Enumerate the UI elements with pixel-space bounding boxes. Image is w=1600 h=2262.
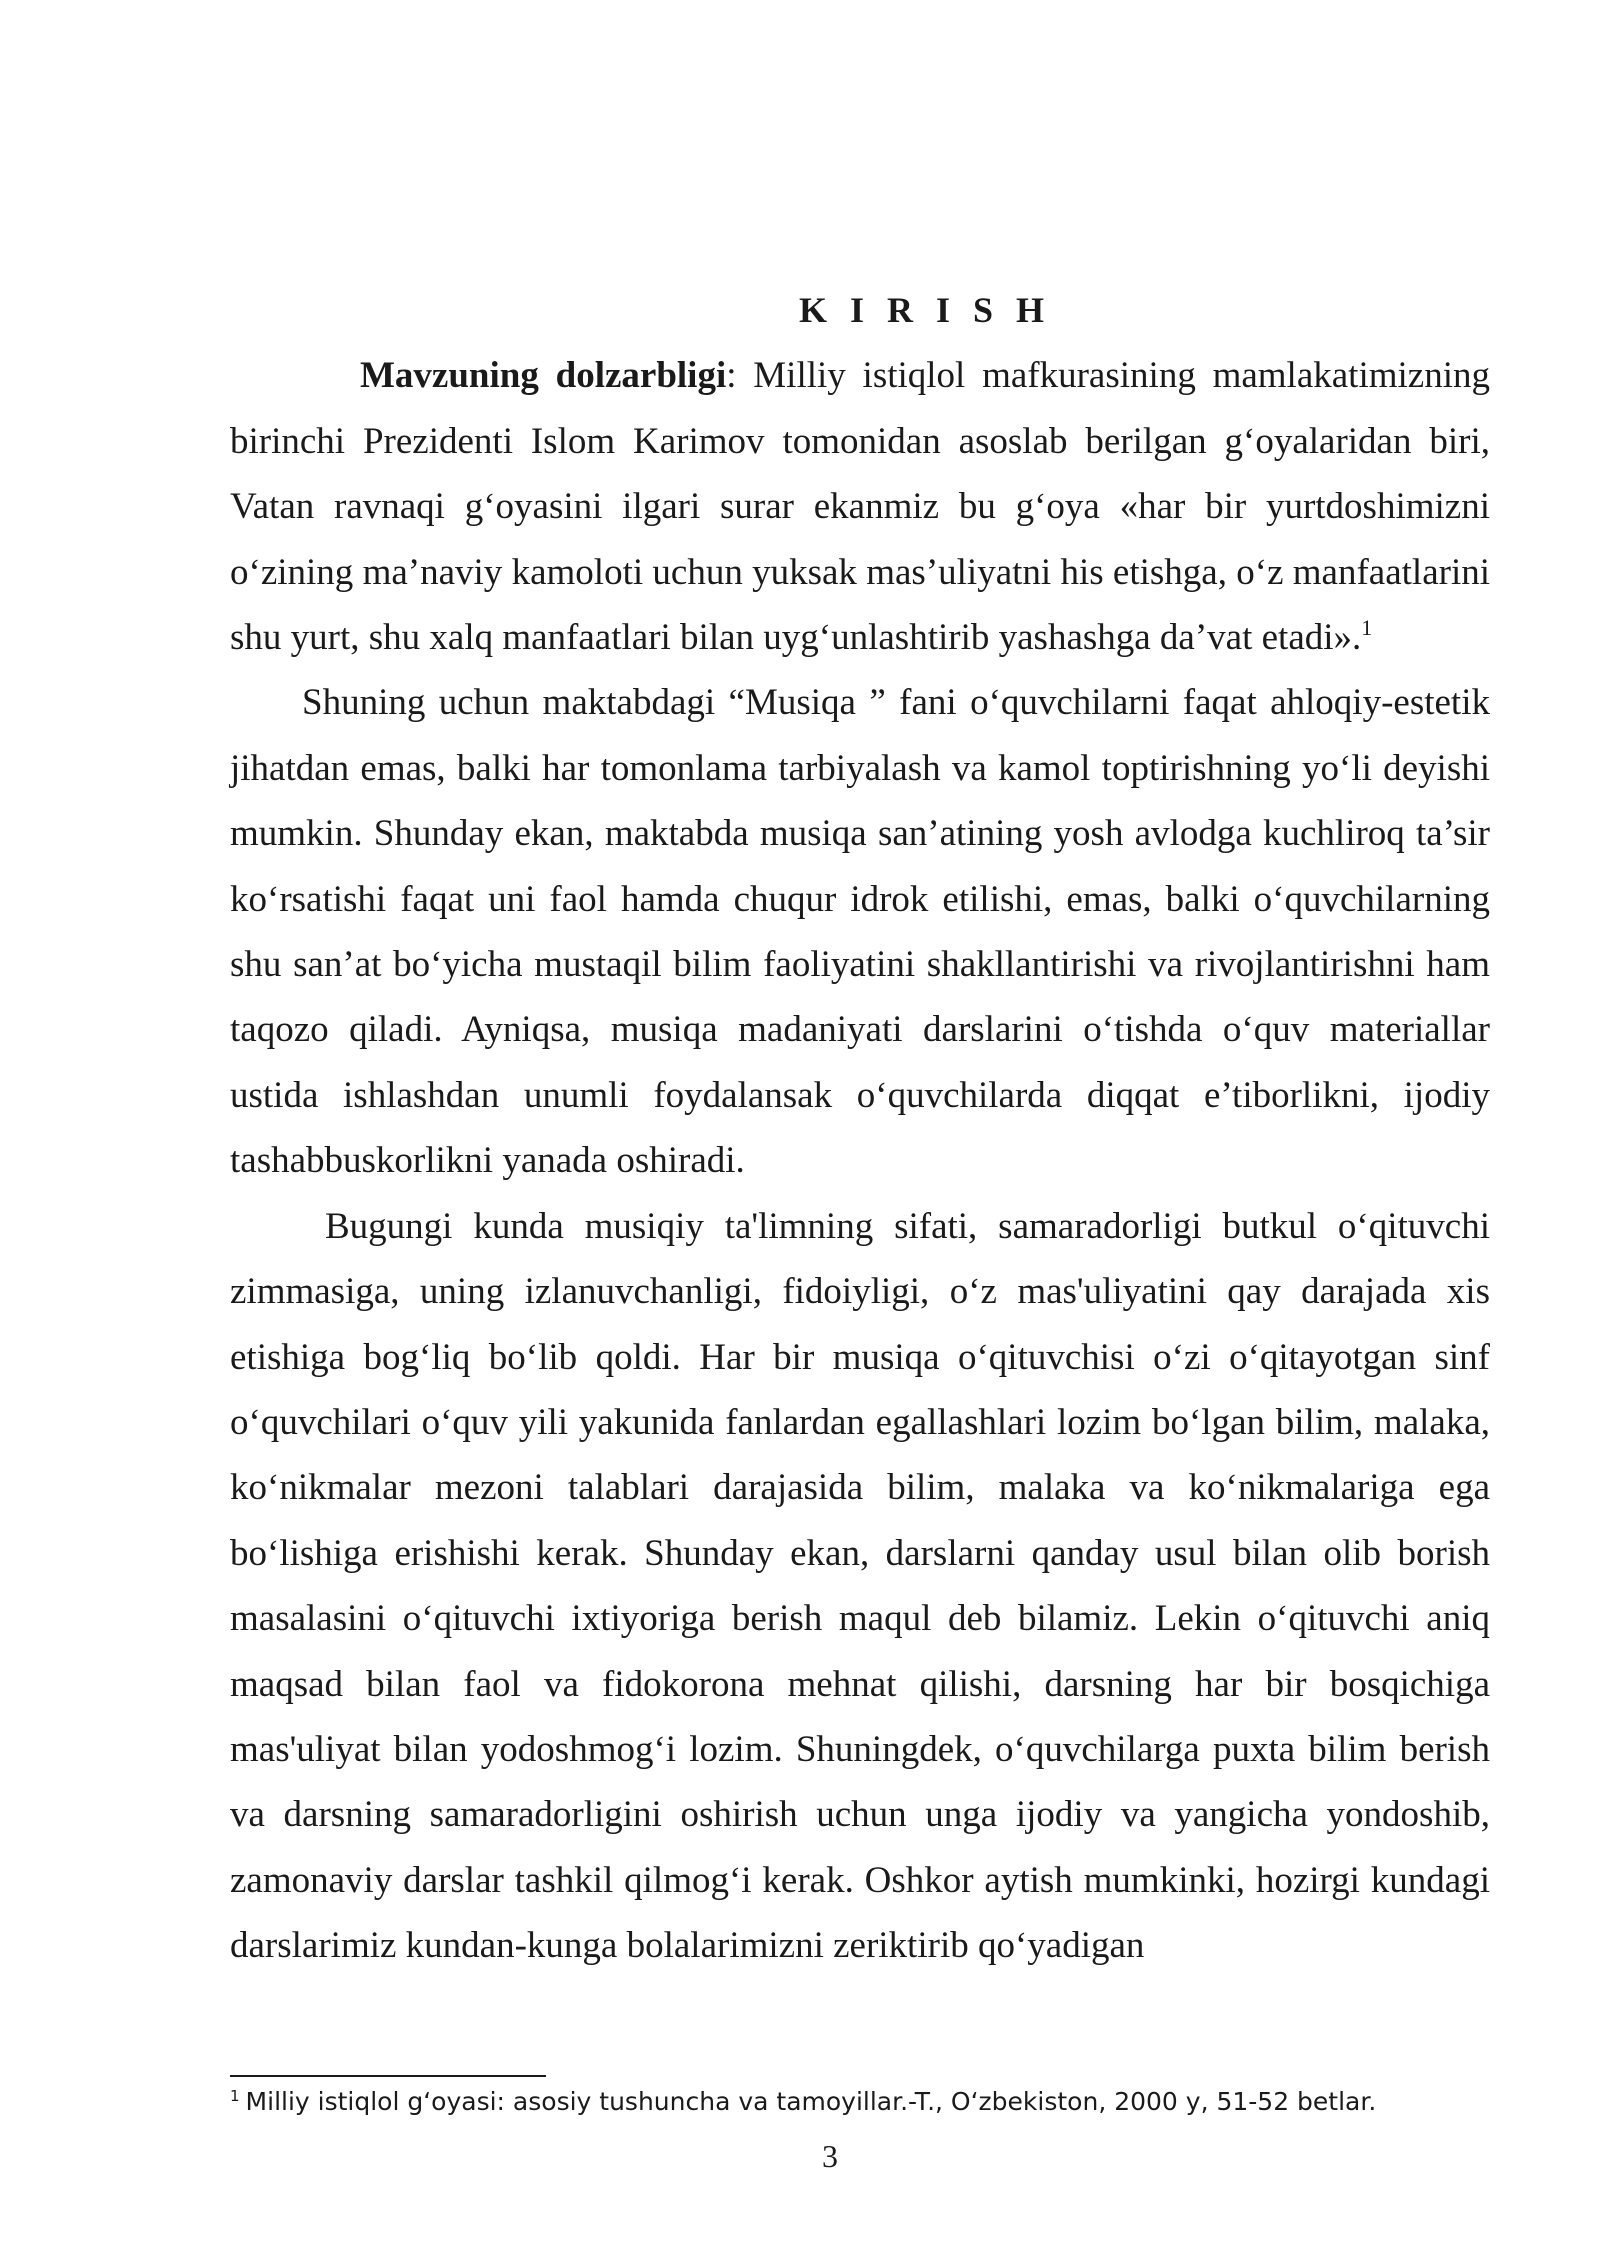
paragraph-relevance bbox=[230, 343, 1490, 670]
body-text bbox=[230, 278, 1490, 1979]
paragraph-music-education: Bugungi kunda musiqiy ta'limning sifati, samaradorligi butkul o‘qituvchi zimmasiga, uning izlanuvchanligi, fidoiyligi, o‘z mas'uliyatini qay darajada xis etishiga bog‘liq bo‘lib qoldi. Har bir musiqa o‘qituvchisi o‘zi o‘qitayotgan sinf o‘quvchilari o‘quv yili yakunida fanlardan egallashlari lozim bo‘lgan bilim, malaka, ko‘nikmalar mezoni talablari darajasida bilim, malaka va ko‘nikmalariga ega bo‘lishiga erishishi kerak. Shunday ekan, darslarni qanday usul bilan olib borish masalasini o‘qituvchi ixtiyoriga berish maqul deb bilamiz. Lekin o‘qituvchi aniq maqsad bilan faol va fidokorona mehnat qilishi, darsning har bir bosqichiga mas'uliyat bilan yodoshmog‘i lozim. Shuningdek, o‘quvchilarga puxta bilim berish va darsning samaradorligini oshirish uchun unga ijodiy va yangicha yondoshib, zamonaviy darslar tashkil qilmog‘i kerak. Oshkor aytish mumkinki, hozirgi kundagi darslarimiz kundan-kunga bolalarimizni zeriktirib qo‘yadigan bbox=[230, 1205, 1490, 1967]
footnote-separator bbox=[230, 2075, 546, 2077]
paragraph-music-subject: Shuning uchun maktabdagi “Musiqa ” fani o‘quvchilarni faqat ahloqiy-estetik jihatdan emas, balki har tomonlama tarbiyalash va kamol toptirishning yo‘li deyishi mumkin. Shunday ekan, maktabda musiqa san’atining yosh avlodga kuchliroq ta’sir ko‘rsatishi faqat uni faol hamda chuqur idrok etilishi, emas, balki o‘quvchilarning shu san’at bo‘yicha mustaqil bilim faoliyatini shakllantirishi va rivojlantirishni ham taqozo qiladi. Ayniqsa, musiqa madaniyati darslarini o‘tishda o‘quv materiallar ustida ishlashdan unumli foydalansak o‘quvchilarda diqqat e’tiborlikni, ijodiy tashabbuskorlikni yanada oshiradi. bbox=[230, 682, 1490, 1182]
footnote-reference[interactable]: 1 bbox=[1361, 615, 1373, 641]
footnote-text: Milliy istiqlol g‘oyasi: asosiy tushuncha va tamoyillar.-T., O‘zbekiston, 2000 y, 51-52 betlar. bbox=[245, 2087, 1377, 2116]
paragraph-lead-in: Mavzuning dolzarbligi bbox=[360, 355, 727, 397]
paragraph-text: : Milliy istiqlol mafkurasining mamlakatimizning birinchi Prezidenti Islom Karimov tomonidan asoslab berilgan g‘oyalaridan biri, Vatan ravnaqi g‘oyasini ilgari surar ekanmiz bu g‘oya «har bir yurtdoshimizni o‘zining ma’naviy kamoloti uchun yuksak mas’uliyatni his etishga, o‘z manfaatlarini shu yurt, shu xalq manfaatlari bilan uyg‘unlashtirib yashashga da’vat etadi». bbox=[230, 355, 1490, 659]
page-number: 3 bbox=[822, 2138, 838, 2174]
footnote-marker: 1 bbox=[230, 2087, 240, 2105]
footnote bbox=[230, 2084, 1490, 2120]
section-title: K I R I S H bbox=[798, 290, 1052, 330]
